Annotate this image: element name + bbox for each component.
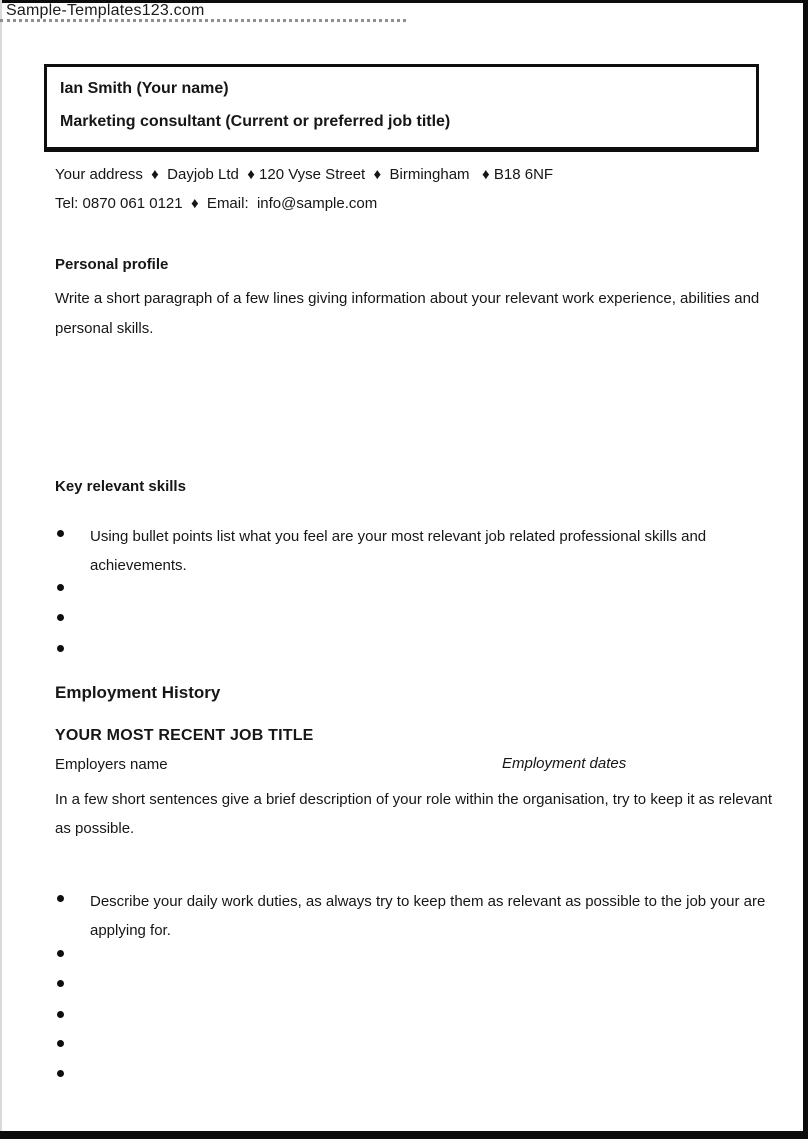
personal-profile-heading: Personal profile [55, 256, 169, 273]
tel-email-line: Tel: 0870 061 0121 ♦ Email: info@sample.com [55, 195, 378, 212]
bullet-icon [57, 645, 64, 652]
bullet-icon [57, 980, 64, 987]
bullet-text: Describe your daily work duties, as always try to keep them as relevant as possible to the job your are applying for. [90, 893, 766, 939]
bullet-icon [57, 614, 64, 621]
employment-history-heading: Employment History [55, 683, 221, 702]
bullet-icon [57, 1040, 64, 1047]
recent-job-title-heading: YOUR MOST RECENT JOB TITLE [55, 727, 314, 744]
bullet-icon [57, 1011, 64, 1018]
bottom-bar [0, 1131, 808, 1139]
bullet-icon [57, 530, 64, 537]
employer-name-label: Employers name [55, 756, 168, 773]
site-watermark: Sample-Templates123.com [6, 2, 205, 19]
personal-profile-body: Write a short paragraph of a few lines giving information about your relevant work experience, abilities and personal skills. [55, 290, 760, 337]
bullet-icon [57, 1070, 64, 1077]
key-skills-heading: Key relevant skills [55, 478, 186, 495]
bullet-icon [57, 895, 64, 902]
candidate-job-title: Marketing consultant (Current or preferred job title) [60, 113, 451, 130]
left-border [0, 0, 2, 1139]
list-item [57, 523, 769, 580]
right-border [803, 0, 808, 1139]
bullet-icon [57, 950, 64, 957]
address-line: Your address ♦ Dayjob Ltd ♦ 120 Vyse Street ♦ Birmingham ♦ B18 6NF [55, 166, 554, 183]
employment-dates-label: Employment dates [502, 755, 627, 772]
bullet-text: Using bullet points list what you feel are your most relevant job related professional skills and achievements. [90, 528, 707, 574]
candidate-name: Ian Smith (Your name) [60, 80, 229, 97]
bullet-icon [57, 584, 64, 591]
header-underline [0, 19, 406, 22]
list-item [57, 888, 767, 945]
name-box [44, 64, 759, 152]
employment-description: In a few short sentences give a brief description of your role within the organisation, try to keep it as relevant as possible. [55, 791, 773, 837]
